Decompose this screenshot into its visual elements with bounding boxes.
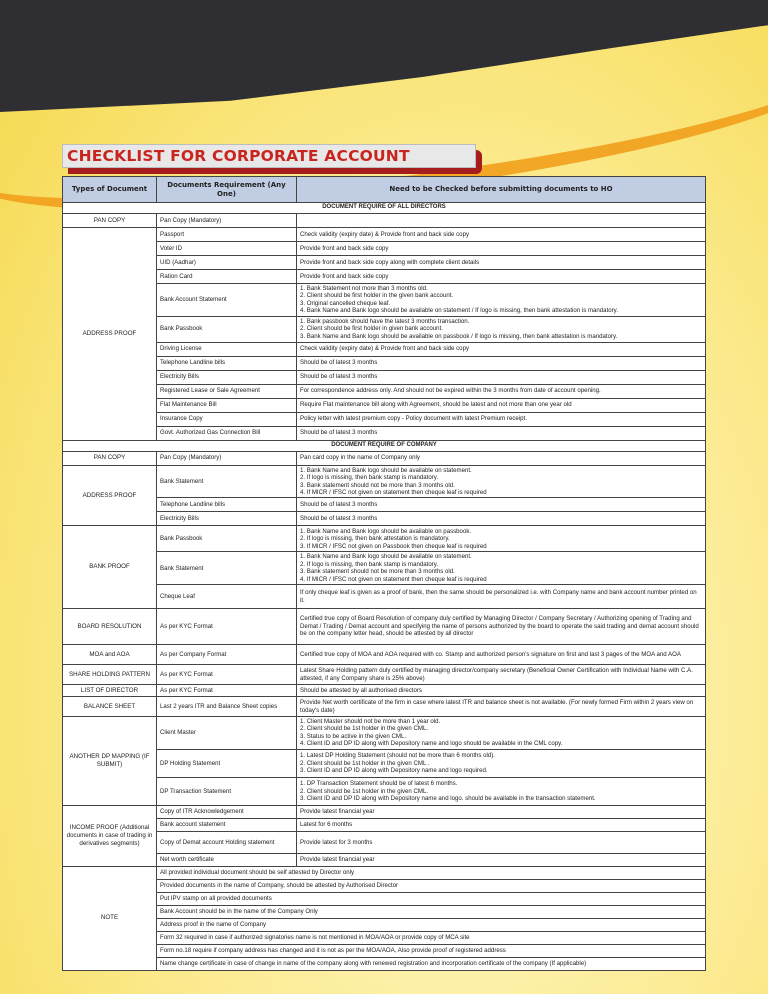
table-row [63, 426, 706, 440]
document-requirement: Client Master [157, 717, 297, 750]
table-row [63, 853, 706, 866]
check-details [297, 398, 706, 412]
check-details [297, 465, 706, 498]
document-requirement: Bank Passbook [157, 526, 297, 552]
check-details [297, 552, 706, 585]
section-header: DOCUMENT REQUIRE OF ALL DIRECTORS [63, 203, 706, 214]
table-row [63, 905, 706, 918]
check-line: 3. Bank Name and Bank logo should be available on passbook / If logo is missing, then bank attestation is mandatory. [300, 332, 618, 340]
check-details [297, 777, 706, 805]
document-requirement: Voter ID [157, 242, 297, 256]
check-details [297, 384, 706, 398]
check-line: Provide front and back side copy [300, 244, 389, 252]
table-row [63, 777, 706, 805]
table-row [63, 866, 706, 879]
table-row [63, 892, 706, 905]
check-details [297, 316, 706, 342]
header-check: Need to be Checked before submitting documents to HO [297, 177, 706, 203]
check-details [297, 284, 706, 317]
document-requirement: As per KYC Format [157, 665, 297, 685]
table-row [63, 957, 706, 970]
check-details [297, 498, 706, 512]
table-row [63, 316, 706, 342]
check-line: 2. Client should be first holder in given bank account. [300, 325, 443, 333]
check-details [297, 370, 706, 384]
document-type: PAN COPY [63, 451, 157, 465]
check-line: Check validity (expiry date) & Provide front and back side copy [300, 230, 470, 238]
table-row [63, 512, 706, 526]
note-item: Provided documents in the name of Company, should be attested by Authorised Director [157, 879, 706, 892]
check-details: Provide latest financial year [297, 805, 706, 818]
check-details: Latest for 6 months [297, 818, 706, 831]
check-line: 1. Bank passbook should have the latest 3 months transaction. [300, 318, 470, 326]
table-row [63, 242, 706, 256]
table-row [63, 284, 706, 317]
checklist-table [62, 176, 706, 971]
document-type: SHARE HOLDING PATTERN [63, 665, 157, 685]
document-requirement: DP Transaction Statement [157, 777, 297, 805]
table-row [63, 717, 706, 750]
page-title: CHECKLIST FOR CORPORATE ACCOUNT [62, 144, 476, 168]
check-line: 2. Client should be 1st holder in the given CML. [300, 787, 429, 795]
table-row [63, 749, 706, 777]
note-item: Put IPV stamp on all provided documents [157, 892, 706, 905]
check-line: 2. If logo is missing, then bank stamp is mandatory. [300, 474, 439, 482]
check-details [297, 749, 706, 777]
check-details: Provide latest financial year [297, 853, 706, 866]
note-item: All provided individual document should be self attested by Director only [157, 866, 706, 879]
document-requirement: Telephone Landline bills [157, 498, 297, 512]
check-line: For correspondence address only. And should not be expired within the 3 months from date of account opening. [300, 387, 601, 395]
document-requirement: Bank Statement [157, 552, 297, 585]
note-item: Address proof in the name of Company [157, 918, 706, 931]
check-line: 1. DP Transaction Statement should be of latest 6 months. [300, 780, 458, 788]
check-details: Provide latest for 3 months [297, 831, 706, 853]
check-line: 2. Client should be 1st holder in the given CML . [300, 759, 430, 767]
table-row [63, 879, 706, 892]
table-row [63, 256, 706, 270]
check-line: 1. Bank Name and Bank logo should be available on statement. [300, 553, 472, 561]
check-details: Certified true copy of MOA and AOA required with co. Stamp and authorized person's signature on first and last 3 pages of the MOA and AOA [297, 645, 706, 665]
check-line: Should be of latest 3 months [300, 373, 378, 381]
table-row [63, 552, 706, 585]
document-requirement: Pan Copy (Mandatory) [157, 214, 297, 228]
document-requirement: Bank Passbook [157, 316, 297, 342]
document-requirement: Govt. Authorized Gas Connection Bill [157, 426, 297, 440]
table-row [63, 412, 706, 426]
check-details: Should be attested by all authorised directors [297, 685, 706, 697]
document-requirement: UID (Aadhar) [157, 256, 297, 270]
document-requirement: Flat Maintenance Bill [157, 398, 297, 412]
table-row [63, 465, 706, 498]
check-line: Should be of latest 3 months [300, 359, 378, 367]
header-types: Types of Document [63, 177, 157, 203]
check-line: 4. Bank Name and Bank logo should be available on statement / If logo is missing, then bank attestation is mandatory. [300, 307, 618, 315]
check-line: 3. Bank statement should not be more than 3 months old. [300, 568, 455, 576]
document-requirement: Registered Lease or Sale Agreement [157, 384, 297, 398]
check-line: Should be of latest 3 months [300, 515, 378, 523]
note-item: Bank Account should be in the name of the Company Only [157, 905, 706, 918]
check-line: 4. If MICR / IFSC not given on statement then cheque leaf is required [300, 488, 487, 496]
check-line: 3. Status to be active in the given CML. [300, 732, 407, 740]
table-row [63, 697, 706, 717]
table-row [63, 451, 706, 465]
check-line: 1. Client Master should not be more than 1 year old. [300, 718, 441, 726]
table-row [63, 665, 706, 685]
document-requirement: Pan Copy (Mandatory) [157, 451, 297, 465]
header-row [63, 177, 706, 203]
table-row [63, 818, 706, 831]
document-requirement: Ration Card [157, 270, 297, 284]
check-line: 2. If logo is missing, then bank stamp is mandatory. [300, 560, 439, 568]
document-type: MOA and AOA [63, 645, 157, 665]
document-type: INCOME PROOF (Additional documents in case of trading in derivatives segments) [63, 805, 157, 866]
document-type: BANK PROOF [63, 526, 157, 609]
check-line: 3. If MICR / IFSC not given on Passbook then cheque leaf is required [300, 542, 487, 550]
document-type: LIST OF DIRECTOR [63, 685, 157, 697]
title-banner [62, 144, 482, 172]
check-line: 2. If logo is missing, then bank attestation is mandatory. [300, 535, 450, 543]
check-details: Pan card copy in the name of Company only [297, 451, 706, 465]
check-details [297, 526, 706, 552]
check-details [297, 242, 706, 256]
table-row [63, 498, 706, 512]
note-item: Name change certificate in case of change in name of the company along with renewed registration and incorporation certificate of the company (If applicable) [157, 957, 706, 970]
document-requirement: Electricity Bills [157, 370, 297, 384]
check-line: Require Flat maintenance bill along with Agreement, should be latest and not more than one year old [300, 401, 572, 409]
document-requirement: As per KYC Format [157, 609, 297, 645]
check-line: 1. Bank Name and Bank logo should be available on passbook. [300, 527, 472, 535]
check-details [297, 512, 706, 526]
table-row [63, 805, 706, 818]
check-line: 3. Client ID and DP ID along with Depository name and logo required. [300, 766, 488, 774]
check-details [297, 585, 706, 609]
check-line: Should be of latest 3 months [300, 501, 378, 509]
check-details: Provide Net worth certificate of the firm in case where latest ITR and balance sheet is not available. (For newly formed Firm within 2 years view on today's date) [297, 697, 706, 717]
check-details: Certified true copy of Board Resolution of company duly certified by Managing Director / Company Secretary / Authorizing opening of Trading and Demat / Trading / Demat account and specifying the name of persons authorized by the board to operate the said trading and demat account should be on the company letter head, should be attested by all director [297, 609, 706, 645]
document-requirement: Cheque Leaf [157, 585, 297, 609]
check-details [297, 256, 706, 270]
document-requirement: Copy of Demat account Holding statement [157, 831, 297, 853]
document-requirement: Copy of ITR Acknowledgement [157, 805, 297, 818]
check-details [297, 426, 706, 440]
document-requirement: As per KYC Format [157, 685, 297, 697]
check-details [297, 214, 706, 228]
document-type: BALANCE SHEET [63, 697, 157, 717]
check-line: 3. Original cancelled cheque leaf. [300, 299, 391, 307]
document-requirement: DP Holding Statement [157, 749, 297, 777]
document-requirement: Bank Account Statement [157, 284, 297, 317]
document-type: ADDRESS PROOF [63, 465, 157, 526]
check-line: 4. Client ID and DP ID along with Depository name and logo should be available in the CML copy. [300, 740, 563, 748]
check-line: 2. Client should be first holder in the given bank account. [300, 292, 454, 300]
table-row [63, 384, 706, 398]
table-row [63, 270, 706, 284]
document-requirement: As per Company Format [157, 645, 297, 665]
check-line: Provide front and back side copy along with complete client details [300, 258, 480, 266]
document-type: BOARD RESOLUTION [63, 609, 157, 645]
check-line: 1. Bank Statement not more than 3 months old. [300, 285, 428, 292]
document-requirement: Last 2 years ITR and Balance Sheet copies [157, 697, 297, 717]
table-row [63, 526, 706, 552]
check-line: 2. Client should be 1st holder in the given CML. [300, 725, 429, 733]
table-row [63, 398, 706, 412]
check-line: 1. Latest DP Holding Statement (should not be more than 6 months old). [300, 752, 495, 760]
document-requirement: Insurance Copy [157, 412, 297, 426]
document-type: ANOTHER DP MAPPING (IF SUBMIT) [63, 717, 157, 806]
table-row [63, 342, 706, 356]
note-item: Form no.18 require if company address has changed and it is not as per the MOA/AOA, Also provide proof of registered address [157, 944, 706, 957]
check-line: If only cheque leaf is given as a proof of bank, then the same should be personalized i.e. with Company name and bank account number printed on it. [300, 589, 697, 604]
table-row [63, 918, 706, 931]
note-item: Form 32 required in case if authorized signatories name is not mentioned in MOA/AOA or provide copy of MCA site [157, 931, 706, 944]
table-row [63, 685, 706, 697]
note-label: NOTE [63, 866, 157, 970]
check-line: Provide front and back side copy [300, 272, 389, 280]
document-requirement: Electricity Bills [157, 512, 297, 526]
check-details [297, 412, 706, 426]
document-type: PAN COPY [63, 214, 157, 228]
check-details [297, 228, 706, 242]
table-row [63, 228, 706, 242]
table-row [63, 203, 706, 214]
document-requirement: Telephone Landline bills [157, 356, 297, 370]
document-requirement: Passport [157, 228, 297, 242]
check-line: 4. If MICR / IFSC not given on statement then cheque leaf is required [300, 575, 487, 583]
check-details [297, 717, 706, 750]
check-line: 3. Bank statement should not be more than 3 months old. [300, 481, 455, 489]
check-line: 1. Bank Name and Bank logo should be available on statement. [300, 466, 472, 474]
section-header: DOCUMENT REQUIRE OF COMPANY [63, 440, 706, 451]
table-row [63, 356, 706, 370]
table-row [63, 931, 706, 944]
check-line: Should be of latest 3 months [300, 429, 378, 437]
check-details [297, 270, 706, 284]
check-line: 3. Client ID and DP ID along with Depository name and logo. should be available in the transaction statement. [300, 794, 596, 802]
header-requirement: Documents Requirement (Any One) [157, 177, 297, 203]
check-line: Policy letter with latest premium copy - Policy document with latest Premium receipt. [300, 415, 527, 423]
check-details: Latest Share Holding pattern duly certified by managing director/company secretary (Beneficial Owner Certification with Individual Name with C.A. attested, if any Company share is 25% above) [297, 665, 706, 685]
table-row [63, 944, 706, 957]
document-requirement: Bank account statement [157, 818, 297, 831]
check-details [297, 356, 706, 370]
document-requirement: Net worth certificate [157, 853, 297, 866]
table-row [63, 645, 706, 665]
table-row [63, 831, 706, 853]
table-row [63, 440, 706, 451]
check-details [297, 342, 706, 356]
table-row [63, 609, 706, 645]
document-requirement: Driving License [157, 342, 297, 356]
table-row [63, 585, 706, 609]
document-type: ADDRESS PROOF [63, 228, 157, 441]
check-line: Check validity (expiry date) & Provide front and back side copy [300, 345, 470, 353]
document-requirement: Bank Statement [157, 465, 297, 498]
table-row [63, 370, 706, 384]
table-row [63, 214, 706, 228]
